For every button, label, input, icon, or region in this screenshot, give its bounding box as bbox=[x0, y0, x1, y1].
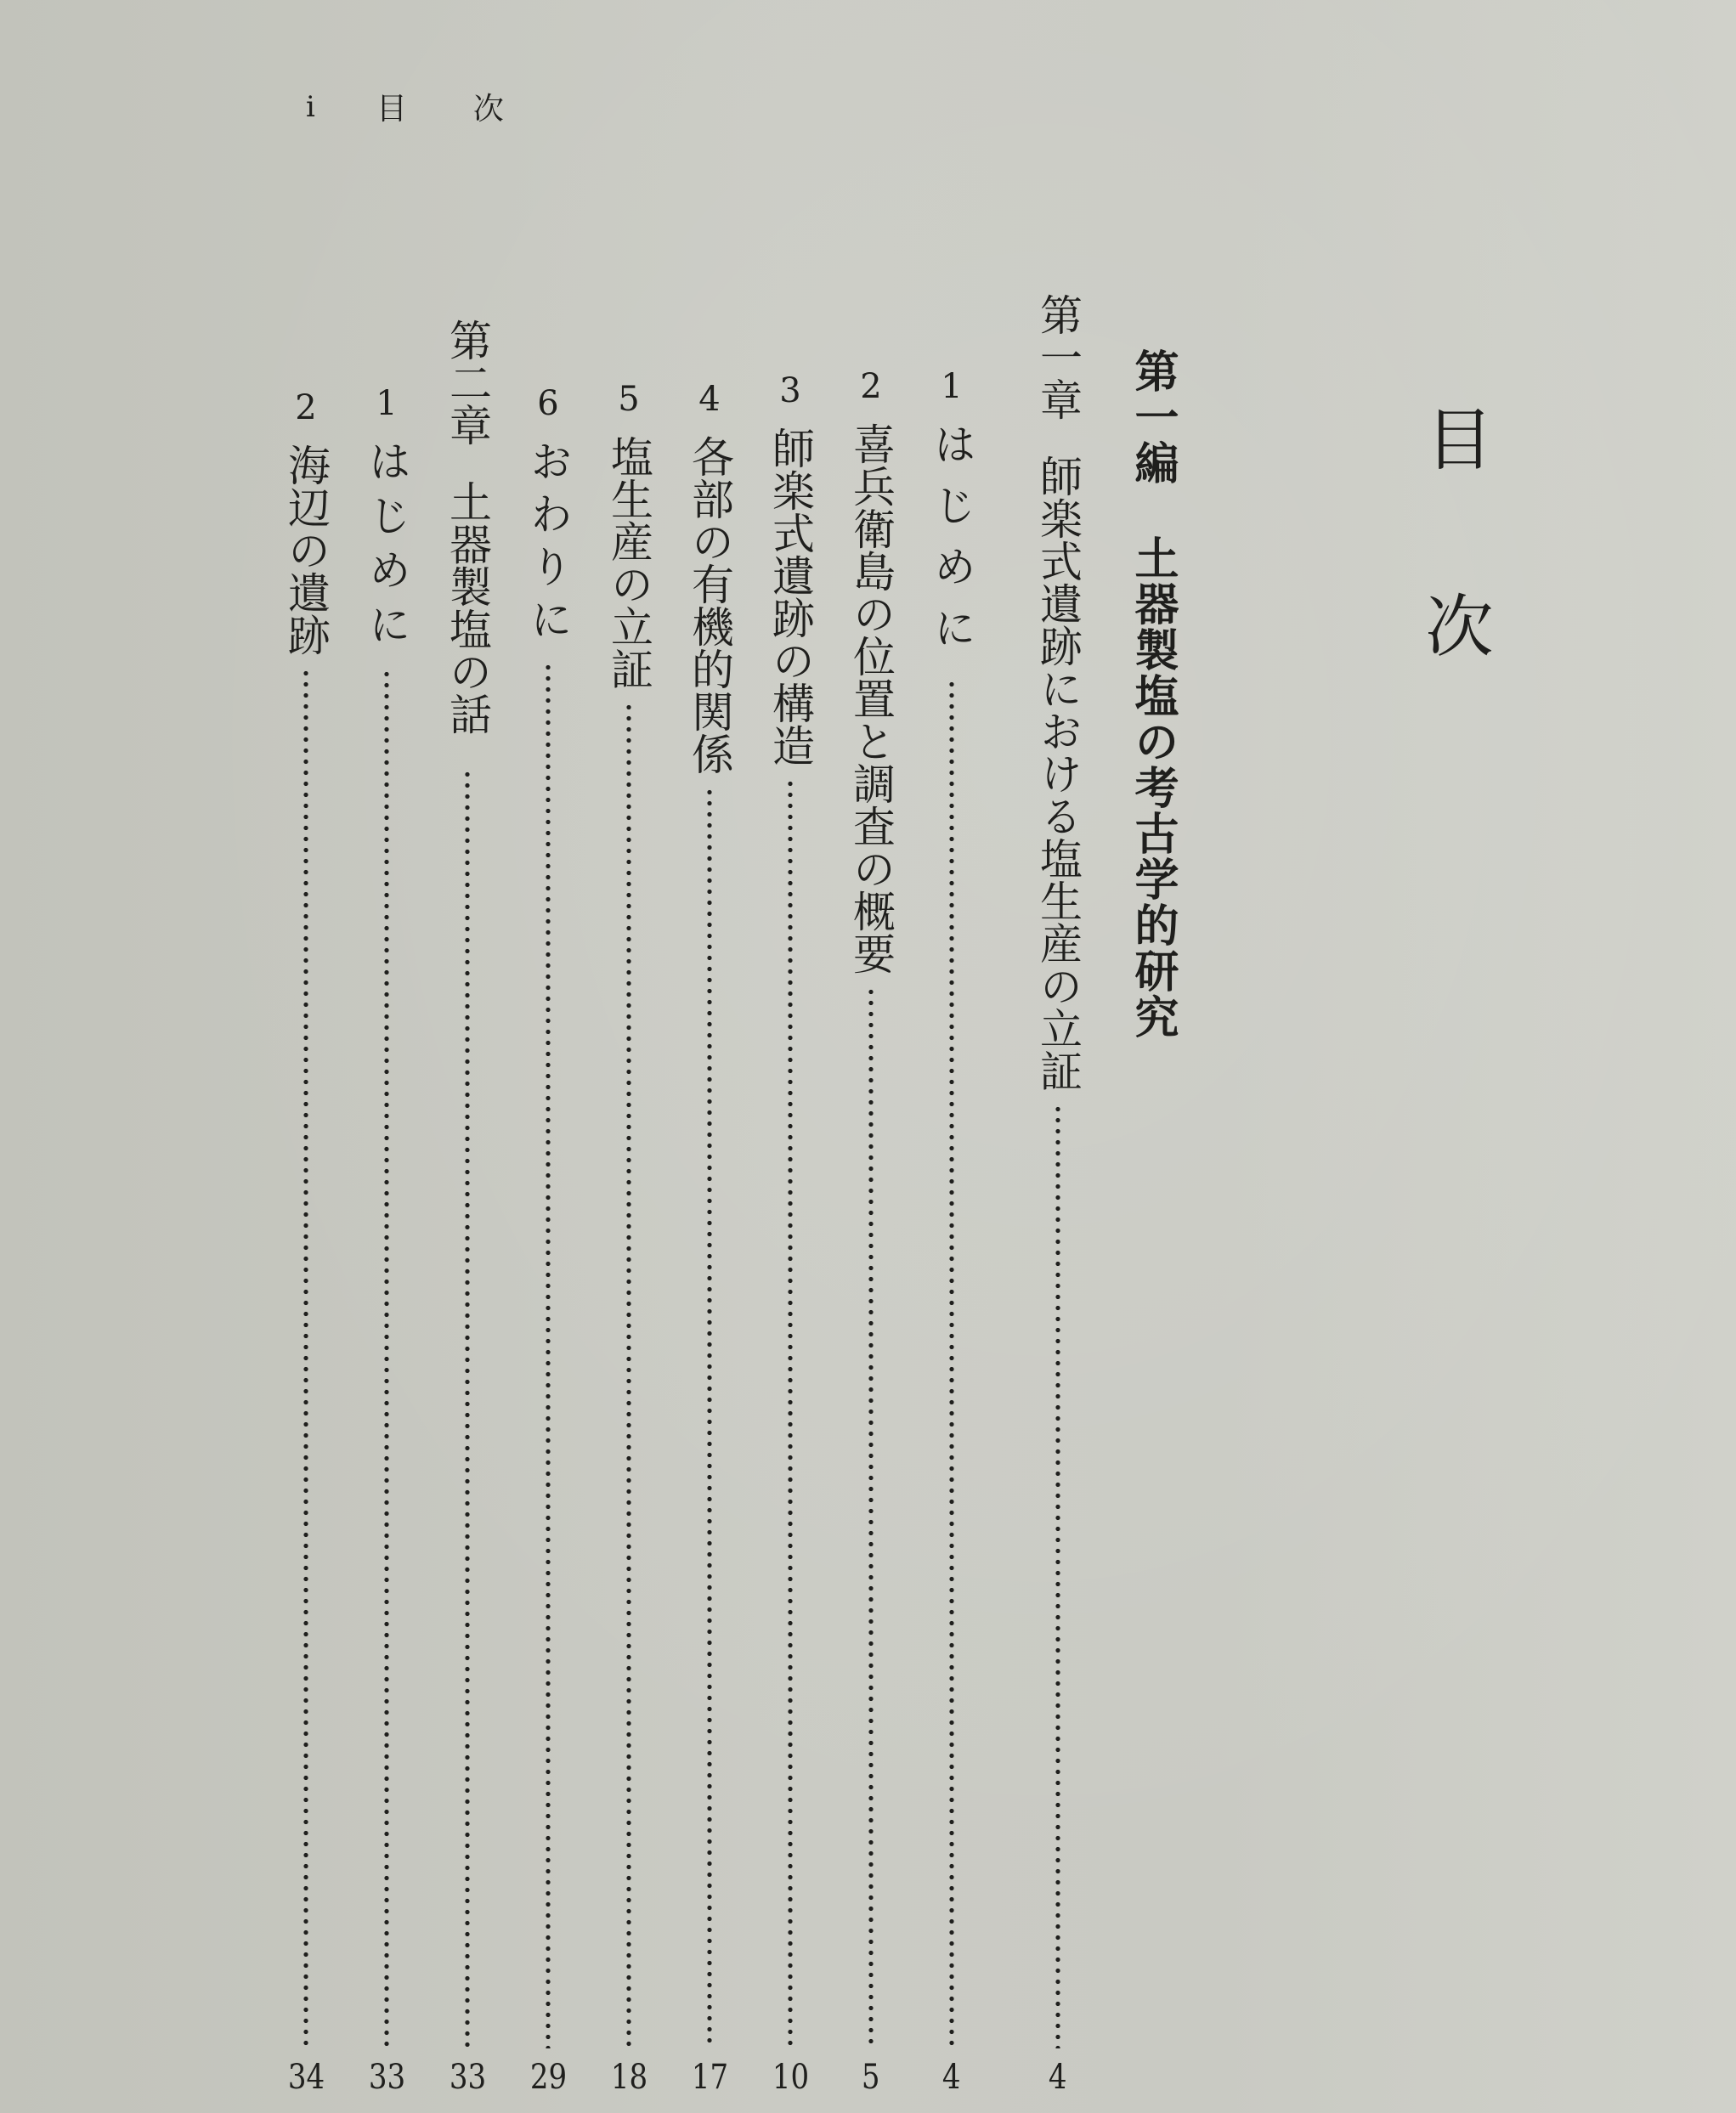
dot-leader bbox=[384, 669, 389, 2048]
toc-entry[interactable] bbox=[926, 367, 977, 2097]
toc-entry[interactable] bbox=[361, 384, 412, 2097]
toc-entry[interactable] bbox=[603, 380, 654, 2097]
entry-title: 師楽式遺跡における塩生産の立証 bbox=[1033, 455, 1083, 1092]
entry-page-number: 34 bbox=[287, 2058, 325, 2097]
entry-page-number: 29 bbox=[529, 2058, 567, 2097]
entry-number: 1 bbox=[941, 367, 963, 406]
dot-leader bbox=[868, 986, 874, 2048]
entry-title: 師楽式遺跡の構造 bbox=[766, 427, 815, 766]
entry-number: 2 bbox=[860, 367, 882, 406]
entry-number: 6 bbox=[537, 384, 559, 423]
dot-leader bbox=[788, 778, 793, 2048]
entry-number: 1 bbox=[376, 384, 398, 423]
entry-number: 3 bbox=[779, 371, 801, 410]
entry-title: はじめに bbox=[362, 439, 411, 657]
entry-title: おわりに bbox=[523, 439, 573, 650]
entry-number: 2 bbox=[295, 388, 317, 427]
entry-page-number: 4 bbox=[942, 2058, 961, 2097]
dot-leader bbox=[626, 702, 631, 2048]
toc-entry[interactable] bbox=[280, 388, 331, 2097]
running-header-title: 目次 bbox=[376, 92, 570, 127]
entry-title: 海辺の遺跡 bbox=[281, 444, 331, 656]
dot-leader bbox=[546, 662, 551, 2048]
toc-entry[interactable] bbox=[765, 371, 816, 2097]
entry-number: 4 bbox=[698, 380, 721, 419]
entry-heading bbox=[1033, 293, 1083, 1092]
entry-heading bbox=[443, 319, 492, 735]
dot-leader bbox=[1055, 1104, 1060, 2048]
dot-leader bbox=[707, 787, 712, 2048]
entry-number: 5 bbox=[618, 380, 640, 419]
toc-entry[interactable] bbox=[684, 380, 735, 2097]
entry-title: 土器製塩の話 bbox=[443, 480, 492, 735]
entry-title: 塩生産の立証 bbox=[604, 435, 653, 690]
toc-entry[interactable] bbox=[442, 319, 493, 2097]
folio-number: i bbox=[306, 89, 315, 124]
entry-page-number: 5 bbox=[862, 2058, 880, 2097]
entry-page-number: 17 bbox=[691, 2058, 728, 2097]
entry-page-number: 33 bbox=[368, 2058, 405, 2097]
toc-entry[interactable] bbox=[845, 367, 896, 2097]
entry-number: 第一章 bbox=[1033, 293, 1083, 421]
dot-leader bbox=[949, 679, 954, 2048]
entry-page-number: 4 bbox=[1049, 2058, 1067, 2097]
toc-title: 目次 bbox=[1414, 404, 1493, 777]
part-heading bbox=[1127, 348, 1178, 1040]
running-header bbox=[306, 85, 570, 128]
entry-title: 喜兵衛島の位置と調査の概要 bbox=[846, 422, 896, 975]
toc-entry[interactable] bbox=[1032, 293, 1083, 2097]
entry-number: 第二章 bbox=[443, 319, 492, 446]
dot-leader bbox=[303, 668, 308, 2048]
part-label: 第一編 bbox=[1127, 348, 1178, 486]
entry-page-number: 33 bbox=[449, 2058, 486, 2097]
entry-title: 各部の有機的関係 bbox=[685, 435, 734, 775]
entry-page-number: 10 bbox=[772, 2058, 809, 2097]
dot-leader bbox=[465, 769, 470, 2048]
entry-title: はじめに bbox=[927, 422, 976, 667]
toc-entry[interactable] bbox=[523, 384, 574, 2097]
entry-page-number: 18 bbox=[610, 2058, 647, 2097]
part-title: 土器製塩の考古学的研究 bbox=[1127, 535, 1178, 1040]
